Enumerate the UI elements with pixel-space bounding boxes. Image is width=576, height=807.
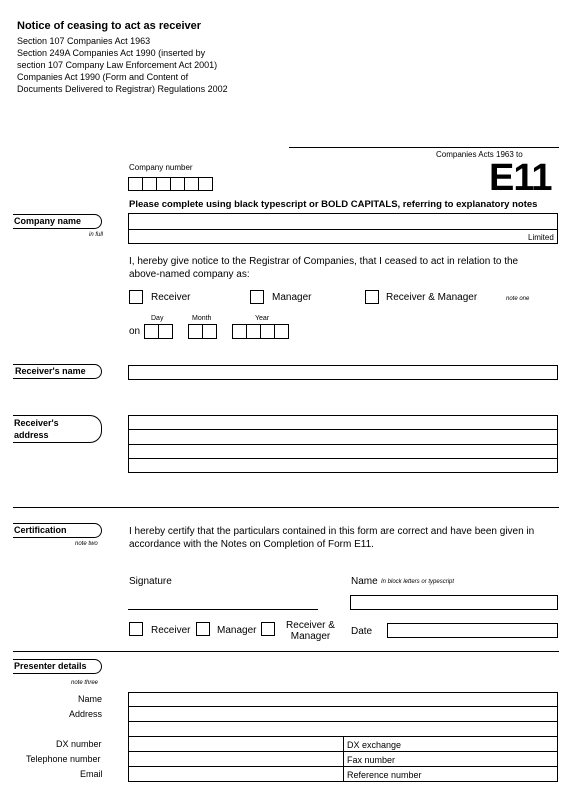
header-line-1: Section 107 Companies Act 1963 xyxy=(17,36,151,46)
presenter-label: Presenter details xyxy=(14,661,87,671)
year-label: Year xyxy=(255,315,270,322)
cert-receiver-checkbox[interactable] xyxy=(129,622,143,636)
top-rule xyxy=(289,147,559,148)
receivers-address-tab xyxy=(13,415,102,443)
cert-date-field[interactable] xyxy=(387,623,558,638)
receiver-label: Receiver xyxy=(151,292,191,303)
instruction-text: Please complete using black typescript or BOLD CAPITALS, referring to explanatory notes xyxy=(129,199,538,210)
company-name-field-1[interactable] xyxy=(128,213,558,230)
company-number-label: Company number xyxy=(129,163,193,172)
cert-manager-label: Manager xyxy=(217,625,257,636)
dx-exchange-label: DX exchange xyxy=(347,740,402,750)
fax-label: Fax number xyxy=(347,755,396,765)
month-label: Month xyxy=(192,315,212,322)
presenter-divider xyxy=(13,651,559,652)
presenter-name-field[interactable] xyxy=(128,692,558,707)
dx-number-field[interactable] xyxy=(128,736,344,752)
telephone-label: Telephone number xyxy=(26,754,101,764)
name-note: In block letters or typescript xyxy=(381,579,455,585)
reference-label: Reference number xyxy=(347,770,422,780)
name-label: Name xyxy=(351,576,378,587)
presenter-address-field-2[interactable] xyxy=(128,721,558,737)
receivers-address-label: Receiver's address xyxy=(14,418,59,440)
cert-date-label: Date xyxy=(351,626,373,637)
certification-tab xyxy=(13,523,102,538)
form-code: E11 xyxy=(489,157,552,199)
company-number-field[interactable] xyxy=(128,177,213,191)
receivers-name-tab xyxy=(13,364,102,379)
manager-label: Manager xyxy=(272,292,312,303)
header-line-2: Section 249A Companies Act 1990 (inserted by xyxy=(17,48,206,58)
receivers-address-field-2[interactable] xyxy=(128,429,558,445)
signature-label: Signature xyxy=(129,576,172,587)
receivers-address-field-1[interactable] xyxy=(128,415,558,430)
certification-text: I hereby certify that the particulars contained in this form are correct and have been given in accordance with the Notes on Completion of Form E11. xyxy=(129,526,535,550)
telephone-field[interactable] xyxy=(128,751,344,767)
section-divider xyxy=(13,507,559,508)
presenter-address-field-1[interactable] xyxy=(128,706,558,722)
certifier-name-field[interactable] xyxy=(350,595,558,610)
signature-line[interactable] xyxy=(128,609,318,610)
receivers-name-label: Receiver's name xyxy=(15,366,86,376)
note-three: note three xyxy=(71,680,99,686)
company-name-tab xyxy=(13,214,102,229)
presenter-name-label: Name xyxy=(78,694,103,704)
month-field[interactable] xyxy=(188,324,217,339)
cert-receiver-manager-label: Receiver & Manager xyxy=(286,620,335,642)
day-label: Day xyxy=(151,315,164,322)
form-title: Notice of ceasing to act as receiver xyxy=(17,20,202,32)
presenter-tab xyxy=(13,659,102,674)
acts-label: Companies Acts 1963 to xyxy=(436,150,523,159)
receivers-address-field-4[interactable] xyxy=(128,458,558,473)
company-name-label: Company name xyxy=(14,216,82,226)
receiver-manager-checkbox[interactable] xyxy=(365,290,379,304)
day-field[interactable] xyxy=(144,324,173,339)
note-one: note one xyxy=(506,296,530,302)
receiver-manager-label: Receiver & Manager xyxy=(386,292,478,303)
manager-checkbox[interactable] xyxy=(250,290,264,304)
on-label: on xyxy=(129,326,141,337)
receiver-checkbox[interactable] xyxy=(129,290,143,304)
limited-label: Limited xyxy=(528,233,554,242)
company-name-field-2[interactable] xyxy=(128,229,558,244)
cert-receiver-manager-checkbox[interactable] xyxy=(261,622,275,636)
header-line-5: Documents Delivered to Registrar) Regulations 2002 xyxy=(17,84,228,94)
dx-number-label: DX number xyxy=(56,739,102,749)
notice-text: I, hereby give notice to the Registrar of Companies, that I ceased to act in relation to the above-named company as: xyxy=(129,256,519,280)
email-field[interactable] xyxy=(128,766,344,782)
header-line-4: Companies Act 1990 (Form and Content of xyxy=(17,72,189,82)
cert-manager-checkbox[interactable] xyxy=(196,622,210,636)
note-two: note two xyxy=(75,541,98,547)
presenter-address-label: Address xyxy=(69,709,103,719)
email-label: Email xyxy=(80,769,103,779)
cert-receiver-label: Receiver xyxy=(151,625,191,636)
header-line-3: section 107 Company Law Enforcement Act 2001) xyxy=(17,60,218,70)
receivers-address-field-3[interactable] xyxy=(128,444,558,459)
year-field[interactable] xyxy=(232,324,289,339)
receivers-name-field[interactable] xyxy=(128,365,558,380)
company-name-note: in full xyxy=(89,232,104,238)
certification-label: Certification xyxy=(14,525,67,535)
